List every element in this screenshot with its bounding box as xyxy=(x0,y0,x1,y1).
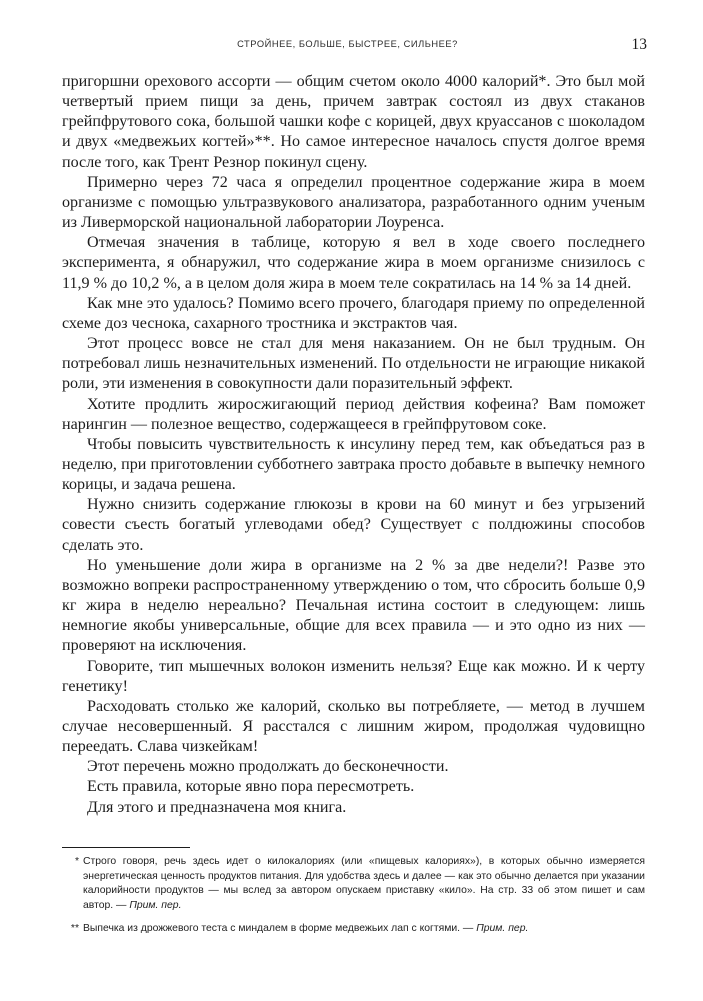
paragraph: Для этого и предназначена моя книга. xyxy=(87,798,347,816)
footnote-item xyxy=(62,922,645,936)
paragraph: Чтобы повысить чувствительность к инсулину перед тем, как объедаться раз в неделю, при приготовлении субботнего завтрака просто добавьте в выпечку немного корицы, и задача решена. xyxy=(62,435,645,494)
footnote-separator-rule xyxy=(62,847,190,848)
paragraph: Как мне это удалось? Помимо всего прочего, благодаря приему по определенной схеме доз чеснока, сахарного тростника и экстрактов чая. xyxy=(62,294,645,332)
footnote-text: Выпечка из дрожжевого теста с миндалем в форме медвежьих лап с когтями. — xyxy=(83,923,477,935)
paragraph: Но уменьшение доли жира в организме на 2 % за две недели?! Разве это возможно вопреки распространенному утверждению о том, что сбросить больше 0,9 кг жира в неделю нереально? Печальная истина состоит в следующем: лишь немногие якобы универсальные, общие для всех правила — и это одно из них — проверяют на исключения. xyxy=(62,556,645,655)
footnote-item xyxy=(62,855,645,913)
paragraph: Этот перечень можно продолжать до бесконечности. xyxy=(87,758,449,776)
paragraph: Расходовать столько же калорий, сколько вы потребляете, — метод в лучшем случае несовершенный. Я расстался с лишним жиром, продолжая чудовищно переедать. Слава чизкейкам! xyxy=(62,697,645,756)
footnote-attribution: Прим. пер. xyxy=(476,923,529,935)
footnote-text: Строго говоря, речь здесь идет о килокалориях (или «пищевых калориях»), в которых обычно измеряется энергетическая ценность продуктов питания. Для удобства здесь и далее — как это обычно делается при указании калорийности продуктов — мы вслед за автором опускаем приставку «кило». На стр. 33 об этом пишет и сам автор. — xyxy=(83,856,645,911)
running-head xyxy=(62,39,645,59)
footnote-marker: ** xyxy=(70,923,79,935)
footnote-attribution: Прим. пер. xyxy=(129,899,182,911)
paragraph: Хотите продлить жиросжигающий период действия кофеина? Вам поможет нарингин — полезное вещество, содержащееся в грейпфрутовом соке. xyxy=(62,395,645,433)
page-number: 13 xyxy=(631,36,647,53)
paragraph: Нужно снизить содержание глюкозы в крови на 60 минут и без угрызений совести съесть богатый углеводами обед? Существует с полдюжины способов сделать это. xyxy=(62,496,645,554)
paragraph: Отмечая значения в таблице, которую я вел в ходе своего последнего эксперимента, я обнаружил, что содержание жира в моем организме снизилось с 11,9 % до 10,2 %, а в целом доля жира в моем теле сократилась на 14 % за 14 дней. xyxy=(62,234,645,292)
footnote-zone xyxy=(62,847,645,937)
paragraph: Говорите, тип мышечных волокон изменить нельзя? Еще как можно. И к черту генетику! xyxy=(62,657,645,695)
paragraph: Этот процесс вовсе не стал для меня наказанием. Он не был трудным. Он потребовал лишь незначительных изменений. По отдельности не играющие никакой роли, эти изменения в совокупности дали поразительный эффект. xyxy=(62,335,645,393)
paragraph: Есть правила, которые явно пора пересмотреть. xyxy=(87,778,415,796)
body-text xyxy=(62,72,645,818)
running-head-title: СТРОЙНЕЕ, БОЛЬШЕ, БЫСТРЕЕ, СИЛЬНЕЕ? xyxy=(237,39,458,49)
paragraph: Примерно через 72 часа я определил процентное содержание жира в моем организме с помощью ультразвукового анализатора, разработанного одним ученым из Ливерморской национальной лаборатории Лоуренса. xyxy=(62,173,645,232)
footnote-marker: * xyxy=(74,856,79,868)
paragraph: пригоршни орехового ассорти — общим счетом около 4000 калорий*. Это был мой четвертый прием пищи за день, причем завтрак состоял из двух стаканов грейпфрутового сока, большой чашки кофе с корицей, двух круассанов с шоколадом и двух «медвежьих когтей»**. Но самое интересное началось спустя долгое время после того, как Трент Резнор покинул сцену. xyxy=(62,73,645,171)
